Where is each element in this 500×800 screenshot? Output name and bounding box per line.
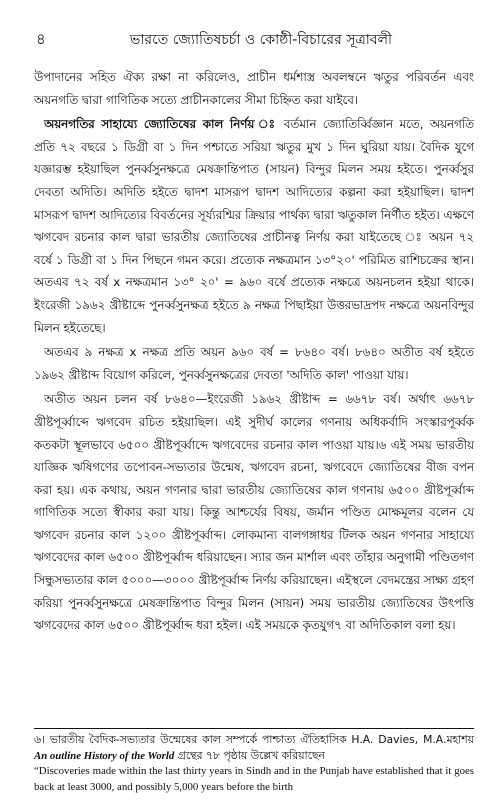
paragraph-1: উপাদানের সহিত ঐক্য রক্ষা না করিলেও, প্রাচীন ধর্মশাস্ত্র অবলম্বনে ঋতুর পরিবর্তন এবং অয়নগতি দ্বারা গাণিতিক সত্যে প্রাচীনকালের সীমা চিহ্নিত করা যাইবে।: [34, 70, 474, 107]
paragraph-2: [34, 113, 474, 339]
paragraph-4: অতীত অয়ন চলন বর্ষ ৮৬৪০—ইংরেজী ১৯৬২ খ্রীষ্টাব্দ = ৬৬৭৮ বর্ষ। অর্থাৎ ৬৬৭৮ খ্রীষ্টপূর্ব্বাব্দে ঋগবেদ রচিত হইয়াছিল। এই সুদীর্ঘ কালের গণনায় অধিকর্বাদি সংস্কারপূর্ব্বক কতকটা স্থূলভাবে ৬৫০০ খ্রীষ্টপূর্ব্বাব্দে ঋগবেদের রচনার কাল পাওয়া যায়।৬ এই সময় ভারতীয় যাজ্ঞিক ঋষিগণের তপোবন-সভ্যতার উন্মেষ, ঋগবেদ রচনা, ঋগবেদে জ্যোতিষের বীজ বপন করা হয়। এক কথায়, অয়ন গণনার দ্বারা ভারতীয় জ্যোতিষের কাল গণনায় ৬৫০০ খ্রীষ্টপূর্ব্বাব্দ গাণিতিক সত্যে স্বীকার করা যায়। কিন্তু আশ্চর্যের বিষয়, জর্মান পণ্ডিত মোক্ষমূলর বলেন যে ঋগবেদ রচনার কাল ১২০০ খ্রীষ্টপূর্ব্বাব্দ। লোকমান্য বালগঙ্গাধর টিলক অয়ন গণনার সাহায্যে ঋগবেদের কাল ৬৫০০ খ্রীষ্টপূর্ব্বাব্দ ধরিয়াছেন। স্যার জন মার্শাল এবং তাঁহার অনুগামী পণ্ডিতগণ সিন্ধুসভ্যতার কাল ৫০০০—৩০০০ খ্রীষ্টপূর্ব্বাব্দ নির্ণয় করিয়াছেন। এইস্থলে বেদমন্ত্রের সাক্ষ্য গ্রহণ করিয়া পুনর্ব্বসুনক্ষত্রে মেষক্রান্তিপাত বিন্দুর মিলন (সায়ন) সময় ভারতীয় জ্যোতিষের উৎপত্তি ঋগবেদের কাল ৬৫০০ খ্রীষ্টপূর্ব্বাব্দ ধরা হইল। এই সময়কে কৃতযুগ৭ বা অদিতিকাল বলা হয়।: [34, 392, 474, 633]
footnote-part-1: ৬। ভারতীয় বৈদিক-সভ্যতার উন্মেষের কাল সম্পর্কে পাশ্চাত্য ঐতিহাসিক H.A. Davies, M.A.মহাশয়: [34, 733, 474, 746]
footnote-divider: [34, 728, 474, 729]
paragraph-2-text: বর্তমান জ্যোতির্ব্বিজ্ঞান মতে, অয়নগতি প্রতি ৭২ বছরে ১ ডিগ্রী বা ১ দিন পশ্চাতে সরিয়া ঋতুর মুখ ১ দিন ঘুরিয়া যায়। বৈদিক যুগে যজ্ঞারম্ভ হইয়াছিল পুনর্ব্বসুনক্ষত্রে মেষক্রান্তিপাত (সায়ন) বিন্দুর মিলন সময় হইতে। পুনর্ব্বসুর দেবতা অদিতি। অদিতি হইতে দ্বাদশ মাসরূপ দ্বাদশ আদিত্যের কল্পনা করা হইয়াছিল। দ্বাদশ মাসরূপ দ্বাদশ আদিত্যের বিবর্তনের সূর্য্যরশ্মির ক্রিয়ার পার্থক্য দ্বারা ঋতুকাল নির্ণীত হইত। এক্ষণে ঋগবেদ রচনার কাল দ্বারা ভারতীয় জ্যোতিষের প্রাচীনত্ব নির্ণয় করা যাইতেছে ঃ অয়ন ৭২ বর্ষে ১ ডিগ্রী বা ১ দিন পিছনে গমন করে। প্রত্যেক নক্ষত্রমান ১৩°২০' পরিমিত রাশিচক্রের স্থান। অতএব ৭২ বর্ষ x নক্ষত্রমান ১৩° ২০' = ৯৬০ বর্ষে প্রত্যেক নক্ষত্রে অয়নচলন হইয়া থাকে। ইংরেজী ১৯৬২ খ্রীষ্টাব্দে পুনর্ব্বসুনক্ষত্র হইতে ৯ নক্ষত্র পিছাইয়া উত্তরভাদ্রপদ নক্ষত্রে অয়নবিন্দুর মিলন হইতেছে।: [34, 117, 474, 335]
footnote-text: [34, 732, 474, 764]
footnote-part-2: গ্রন্থের ৭৮ পৃষ্ঠায় উল্লেখ করিয়াছেন: [174, 748, 325, 762]
footnote-book-title: An outline History of the World: [34, 749, 175, 762]
page-number: ৪: [36, 30, 46, 48]
footnote-quote: “Discoveries made within the last thirty years in Sindh and in the Punjab have established that it goes back at least 3000, and possibly 5,000 years before the birth: [34, 765, 474, 793]
page-header: [36, 28, 476, 53]
footnote: [34, 732, 474, 795]
section-heading: অয়নগতির সাহায্যে জ্যোতিষের কাল নির্ণয় ঃ: [44, 117, 278, 132]
running-title: ভারতে জ্যোতিষচর্চা ও কোষ্ঠী-বিচারের সূত্রাবলী: [129, 32, 393, 48]
paragraph-3: অতএব ৯ নক্ষত্র x নক্ষত্র প্রতি অয়ন ৯৬০ বর্ষ = ৮৬৪০ বর্ষ। ৮৬৪০ অতীত বর্ষ হইতে ১৯৬২ খ্রীষ্টাব্দ বিয়োগ করিলে, পুনর্ব্বসুনক্ষত্রের দেবতা 'অদিতি কাল' পাওয়া যায়।: [34, 345, 474, 382]
main-text: [34, 66, 474, 637]
